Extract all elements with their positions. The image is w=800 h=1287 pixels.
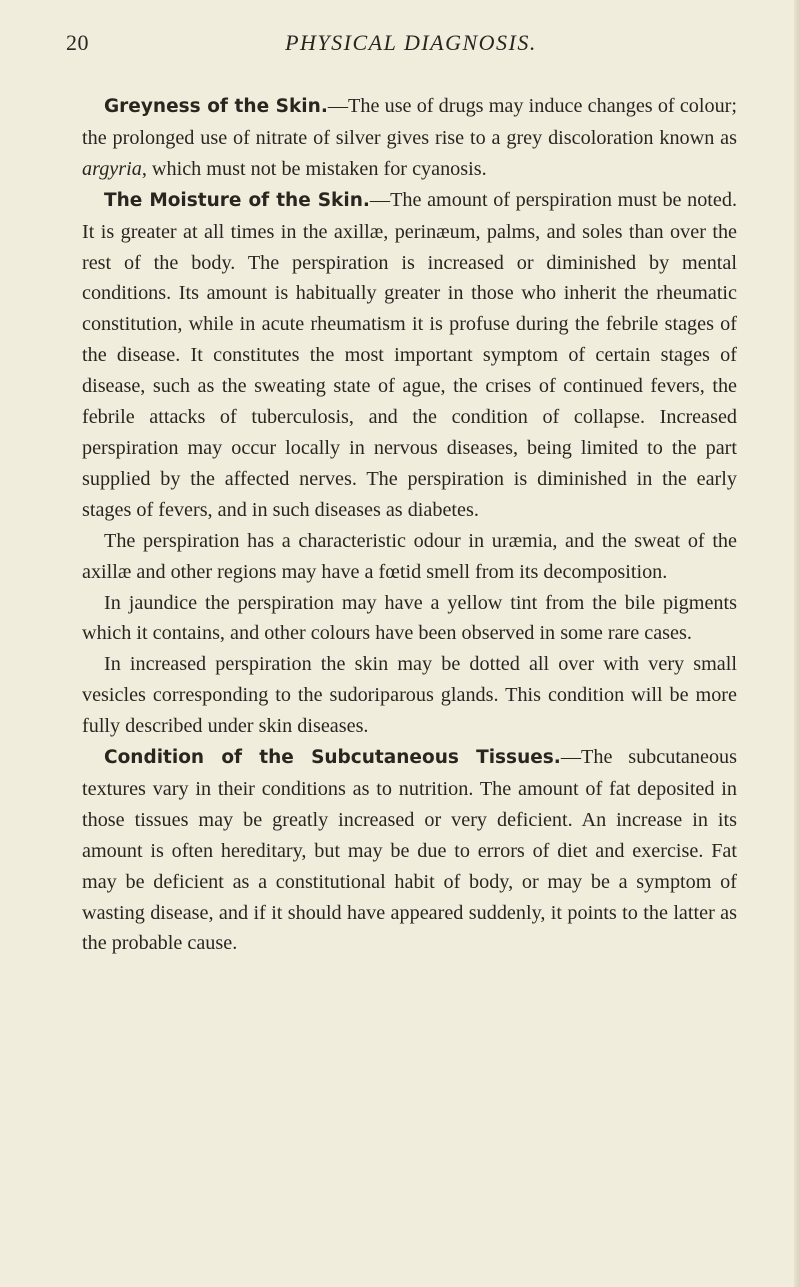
- section-heading: The Moisture of the Skin.: [104, 189, 370, 211]
- paragraph-perspiration-odour: [82, 526, 737, 588]
- paragraph-text: In jaundice the perspiration may have a yellow tint from the bile pigments which it contains, and other colours have been observed in some rare cases.: [82, 591, 737, 645]
- section-heading: Condition of the Subcutaneous Tissues.: [104, 747, 561, 769]
- body-text: [82, 91, 737, 959]
- page-number: 20: [66, 30, 89, 55]
- paragraph-text: In increased perspiration the skin may be dotted all over with very small vesicles corresponding to the sudoriparous glands. This condition will be more fully described under skin diseases.: [82, 653, 737, 738]
- paragraph-text: The use of drugs may induce changes of colour; the prolonged use of nitrate of silver gives rise to a grey discoloration known as: [82, 95, 737, 149]
- paragraph-subcutaneous-tissues: Condition of the Subcutaneous Tissues.—The subcutaneous textures vary in their conditions as to nutrition. The amount of fat deposited in those tissues may be greatly increased or very deficient. An increase in its amount is often hereditary, but may be due to errors of diet and exercise. Fat may be deficient as a constitutional habit of body, or may be a symptom of wasting disease, and if it should have appeared suddenly, it points to the latter as the probable cause.: [82, 746, 737, 955]
- section-heading: Greyness of the Skin.: [104, 96, 328, 117]
- paragraph-text: The subcutaneous textures vary in their conditions as to nutrition. The amount of fat deposited in those tissues may be greatly increased or very deficient. An increase in its amount is often hereditary, but may be due to errors of diet and exercise. Fat may be deficient as a constitutional habit of body, or may be a symptom of wasting disease, and if it should have appeared suddenly, it points to the latter as the probable cause.: [82, 746, 737, 955]
- term-argyria: argyria: [82, 157, 142, 180]
- paragraph-moisture-of-skin: The Moisture of the Skin.—The amount of perspiration must be noted. It is greater at all times in the axillæ, perinæum, palms, and soles than over the rest of the body. The perspiration is increased or diminished by mental conditions. Its amount is habitually greater in those who inherit the rheumatic constitution, while in acute rheumatism it is profuse during the febrile stages of the disease. It constitutes the most important symptom of certain stages of disease, such as the sweating state of ague, the crises of continued fevers, the febrile attacks of tuberculosis, and the condition of collapse. Increased perspiration may occur locally in nervous diseases, being limited to the part supplied by the affected nerves. The perspiration is diminished in the early stages of fevers, and in such diseases as diabetes.: [82, 188, 737, 521]
- paragraph-text: The amount of perspiration must be noted. It is greater at all times in the axillæ, perinæum, palms, and soles than over the rest of the body. The perspiration is increased or diminished by mental conditions. Its amount is habitually greater in those who inherit the rheumatic constitution, while in acute rheumatism it is profuse during the febrile stages of the disease. It constitutes the most important symptom of certain stages of disease, such as the sweating state of ague, the crises of continued fevers, the febrile attacks of tuberculosis, and the condition of collapse. Increased perspiration may occur locally in nervous diseases, being limited to the part supplied by the affected nerves. The perspiration is diminished in the early stages of fevers, and in such diseases as diabetes.: [82, 188, 737, 521]
- paragraph-text: The perspiration has a characteristic odour in uræmia, and the sweat of the axillæ and other regions may have a fœtid smell from its decomposition.: [82, 529, 737, 583]
- paragraph-jaundice: [82, 588, 737, 650]
- paragraph-greyness-of-skin: Greyness of the Skin.—The use of drugs may induce changes of colour; the prolonged use of nitrate of silver gives rise to a grey discoloration known as argyria, which must not be mistaken for cyanosis.: [82, 95, 737, 180]
- running-head: [66, 30, 756, 60]
- page-edge: [794, 0, 800, 1287]
- running-title: PHYSICAL DIAGNOSIS.: [285, 30, 537, 55]
- paragraph-text: , which must not be mistaken for cyanosis.: [141, 157, 487, 180]
- paragraph-vesicles: [82, 649, 737, 742]
